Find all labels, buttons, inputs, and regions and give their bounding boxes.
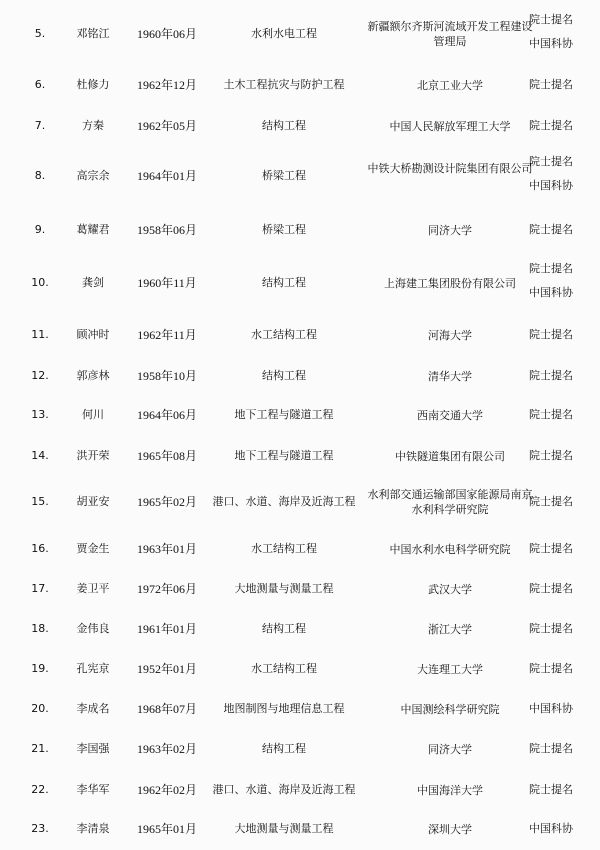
table-row — [0, 78, 600, 92]
nomination-source — [518, 702, 584, 716]
nomination-source — [518, 822, 584, 836]
organization: 中铁大桥勘测设计院集团有限公司 — [367, 162, 533, 175]
discipline: 地下工程与隧道工程 — [234, 449, 334, 462]
discipline: 地图制图与地理信息工程 — [223, 702, 345, 715]
nomination-source — [518, 542, 584, 556]
discipline: 水工结构工程 — [251, 542, 317, 555]
birth-date: 1965年02月 — [136, 495, 197, 509]
table-row — [0, 488, 600, 525]
row-number: 18. — [31, 622, 49, 635]
table-row — [0, 408, 600, 422]
nomination-source-label: 院士提名 — [529, 582, 573, 595]
row-number: 15. — [31, 495, 49, 508]
nomination-source — [518, 257, 584, 305]
candidate-name: 方秦 — [82, 119, 104, 132]
candidate-name: 李华军 — [76, 783, 110, 796]
candidate-name: 邓铭江 — [76, 27, 110, 40]
nomination-source-label: 中国科协 — [529, 286, 573, 299]
table-row — [0, 582, 600, 596]
table-row — [0, 783, 600, 797]
row-number: 19. — [31, 662, 49, 675]
table-row — [0, 742, 600, 756]
nomination-source-label: 中国科协 — [529, 822, 573, 835]
nomination-source-label: 院士提名 — [529, 119, 573, 132]
row-number: 20. — [31, 702, 49, 715]
discipline: 结构工程 — [262, 369, 306, 382]
birth-date: 1958年06月 — [136, 223, 197, 237]
nomination-source — [518, 328, 584, 342]
row-number: 21. — [31, 742, 49, 755]
row-number: 9. — [34, 223, 46, 236]
birth-date: 1960年06月 — [136, 27, 197, 41]
discipline: 结构工程 — [262, 622, 306, 635]
discipline: 水工结构工程 — [251, 328, 317, 341]
nomination-source — [518, 662, 584, 676]
row-number: 17. — [31, 582, 49, 595]
discipline: 地下工程与隧道工程 — [234, 408, 334, 421]
table-row — [0, 119, 600, 133]
birth-date: 1962年12月 — [136, 78, 197, 92]
birth-date: 1963年02月 — [136, 742, 197, 756]
nomination-source-label: 院士提名 — [529, 495, 573, 508]
organization: 上海建工集团股份有限公司 — [384, 277, 516, 290]
candidate-name: 李成名 — [76, 702, 110, 715]
organization: 同济大学 — [428, 224, 472, 237]
row-number: 11. — [31, 328, 49, 341]
discipline: 水工结构工程 — [251, 662, 317, 675]
row-number: 12. — [31, 369, 49, 382]
organization: 同济大学 — [428, 743, 472, 756]
discipline: 结构工程 — [262, 119, 306, 132]
birth-date: 1962年02月 — [136, 783, 197, 797]
birth-date: 1958年10月 — [136, 369, 197, 383]
organization: 深圳大学 — [428, 823, 472, 836]
birth-date: 1964年06月 — [136, 408, 197, 422]
birth-date: 1961年01月 — [136, 622, 197, 636]
nomination-source — [518, 78, 584, 92]
organization: 西南交通大学 — [417, 409, 483, 422]
organization: 新疆额尔齐斯河流域开发工程建设管理局 — [367, 20, 533, 48]
organization: 浙江大学 — [428, 623, 472, 636]
discipline: 结构工程 — [262, 276, 306, 289]
candidate-name: 高宗余 — [76, 169, 110, 182]
discipline: 港口、水道、海岸及近海工程 — [212, 783, 356, 796]
organization: 中铁隧道集团有限公司 — [395, 450, 505, 463]
nomination-source — [518, 449, 584, 463]
organization: 清华大学 — [428, 370, 472, 383]
nomination-source — [518, 742, 584, 756]
birth-date: 1972年06月 — [136, 582, 197, 596]
birth-date: 1962年11月 — [137, 328, 197, 342]
nomination-source-label: 院士提名 — [529, 155, 573, 168]
candidate-name: 杜修力 — [76, 78, 110, 91]
candidate-name: 胡亚安 — [76, 495, 110, 508]
discipline: 桥梁工程 — [262, 169, 306, 182]
organization: 中国人民解放军理工大学 — [389, 120, 511, 133]
organization: 河海大学 — [428, 329, 472, 342]
birth-date: 1968年07月 — [136, 702, 197, 716]
table-row — [0, 542, 600, 556]
row-number: 5. — [34, 27, 46, 40]
nomination-source — [518, 223, 584, 237]
table-row — [0, 369, 600, 383]
birth-date: 1962年05月 — [136, 119, 197, 133]
table-row — [0, 262, 600, 316]
candidate-name: 顾冲时 — [76, 328, 110, 341]
row-number: 23. — [31, 822, 49, 835]
nomination-source-label: 院士提名 — [529, 369, 573, 382]
candidate-name: 孔宪京 — [76, 662, 110, 675]
nomination-source — [518, 119, 584, 133]
organization: 大连理工大学 — [417, 663, 483, 676]
table-row — [0, 155, 600, 209]
birth-date: 1963年01月 — [136, 542, 197, 556]
row-number: 10. — [31, 276, 49, 289]
nomination-source-label: 院士提名 — [529, 408, 573, 421]
row-number: 6. — [34, 78, 46, 91]
nomination-source — [518, 150, 584, 198]
row-number: 14. — [31, 449, 49, 462]
table-row — [0, 13, 600, 67]
candidate-name: 郭彦林 — [76, 369, 110, 382]
candidate-name: 李清泉 — [76, 822, 110, 835]
table-row — [0, 223, 600, 237]
table-row — [0, 662, 600, 676]
organization: 中国测绘科学研究院 — [400, 703, 500, 716]
birth-date: 1964年01月 — [136, 169, 197, 183]
nomination-source — [518, 783, 584, 797]
nomination-source — [518, 408, 584, 422]
birth-date: 1952年01月 — [136, 662, 197, 676]
organization: 武汉大学 — [428, 583, 472, 596]
organization: 北京工业大学 — [417, 79, 483, 92]
table-row — [0, 822, 600, 836]
discipline: 结构工程 — [262, 742, 306, 755]
candidate-name: 金伟良 — [76, 622, 110, 635]
nomination-source-label: 院士提名 — [529, 449, 573, 462]
discipline: 大地测量与测量工程 — [234, 582, 334, 595]
nomination-source-label: 院士提名 — [529, 262, 573, 275]
nomination-source-label: 院士提名 — [529, 622, 573, 635]
nomination-source-label: 院士提名 — [529, 783, 573, 796]
nomination-source — [518, 495, 584, 509]
birth-date: 1960年11月 — [137, 276, 197, 290]
discipline: 大地测量与测量工程 — [234, 822, 334, 835]
nomination-source — [518, 369, 584, 383]
nomination-source-label: 中国科协 — [529, 179, 573, 192]
organization: 中国水利水电科学研究院 — [389, 543, 511, 556]
row-number: 22. — [31, 783, 49, 796]
nomination-source — [518, 622, 584, 636]
row-number: 16. — [31, 542, 49, 555]
nomination-source-label: 院士提名 — [529, 78, 573, 91]
row-number: 7. — [34, 119, 46, 132]
birth-date: 1965年08月 — [136, 449, 197, 463]
candidate-name: 洪开荣 — [76, 449, 110, 462]
nomination-source-label: 院士提名 — [529, 13, 573, 26]
nomination-source-label: 院士提名 — [529, 223, 573, 236]
discipline: 水利水电工程 — [251, 27, 317, 40]
table-row — [0, 328, 600, 342]
table-row — [0, 449, 600, 463]
nomination-source-label: 院士提名 — [529, 742, 573, 755]
nomination-source-label: 中国科协 — [529, 702, 573, 715]
nomination-source-label: 院士提名 — [529, 542, 573, 555]
candidate-name: 葛耀君 — [76, 223, 110, 236]
nomination-source-label: 中国科协 — [529, 37, 573, 50]
row-number: 13. — [31, 408, 49, 421]
candidate-name: 姜卫平 — [76, 582, 110, 595]
candidate-name: 龚剑 — [82, 276, 104, 289]
nomination-source — [518, 8, 584, 56]
nomination-source — [518, 582, 584, 596]
discipline: 土木工程抗灾与防护工程 — [223, 78, 345, 91]
discipline: 桥梁工程 — [262, 223, 306, 236]
nomination-source-label: 院士提名 — [529, 328, 573, 341]
table-row — [0, 622, 600, 636]
organization: 中国海洋大学 — [417, 784, 483, 797]
nomination-source-label: 院士提名 — [529, 662, 573, 675]
organization: 水利部交通运输部国家能源局南京水利科学研究院 — [367, 488, 533, 516]
candidate-name: 贾金生 — [76, 542, 110, 555]
row-number: 8. — [34, 169, 46, 182]
table-row — [0, 702, 600, 716]
discipline: 港口、水道、海岸及近海工程 — [212, 495, 356, 508]
birth-date: 1965年01月 — [136, 822, 197, 836]
candidate-name: 李国强 — [76, 742, 110, 755]
candidate-name: 何川 — [82, 408, 104, 421]
